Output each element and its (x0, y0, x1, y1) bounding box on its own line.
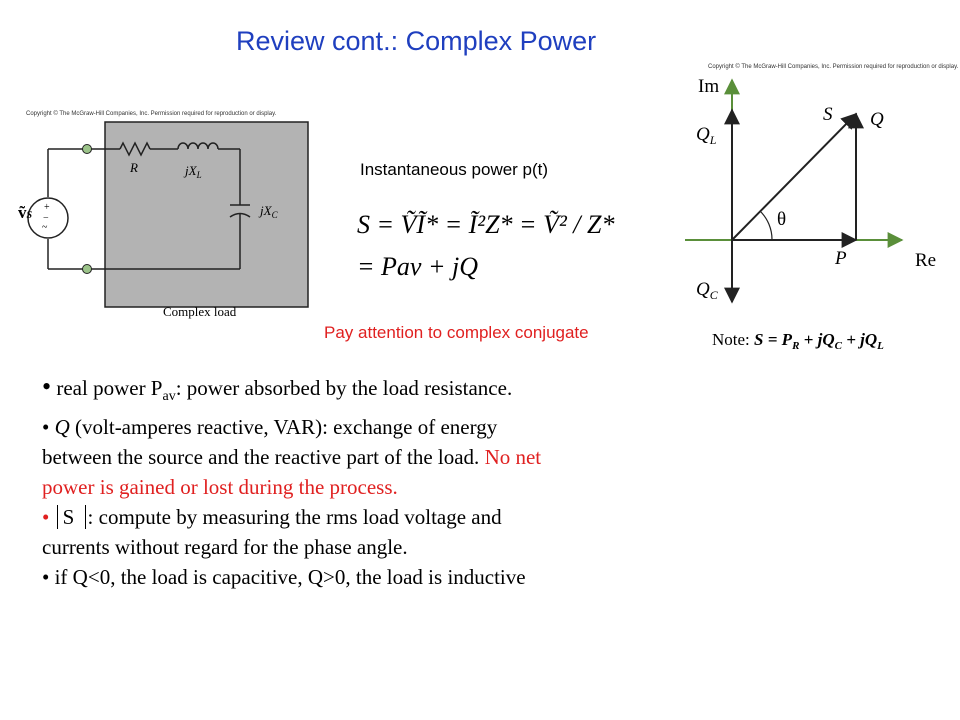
capacitor-label: $jX_C$ (260, 203, 278, 220)
circuit-copyright: Copyright © The McGraw-Hill Companies, Inc. Permission required for reproduction or display. (26, 111, 277, 117)
terminal-top (83, 145, 92, 154)
p-label: P (835, 248, 847, 269)
bullet-sign-of-q: • if Q<0, the load is capacitive, Q>0, the load is inductive (42, 565, 526, 590)
bullet-reactive-power: • Q (volt-amperes reactive, VAR): exchange of energy (42, 415, 498, 440)
bullet-reactive-power-line3: power is gained or lost during the process. (42, 475, 398, 500)
svg-text:+: + (44, 202, 50, 213)
terminal-bottom (83, 265, 92, 274)
complex-power-equation (355, 195, 660, 290)
s-vector (732, 114, 856, 240)
bullet-apparent-power: • S : compute by measuring the rms load voltage and (42, 505, 502, 530)
instantaneous-power-label: Instantaneous power p(t) (360, 160, 549, 179)
phasor-note: Note: $S = P_R + jQ_C + jQ_L$ (712, 330, 884, 352)
s-label: S (823, 104, 833, 125)
q-label: Q (870, 109, 884, 130)
theta-label: θ (777, 209, 787, 230)
bullet-list (42, 372, 692, 592)
bullet-real-power: • real power $P_{av}$: power absorbed by the load resistance. (42, 372, 513, 405)
attention-note: Pay attention to complex conjugate (324, 323, 589, 342)
slide-title: Review cont.: Complex Power (236, 26, 597, 56)
qc-label: $Q_C$ (696, 279, 718, 302)
svg-text:−: − (43, 213, 49, 224)
resistor-label: R (130, 160, 138, 175)
phasor-copyright: Copyright © The McGraw-Hill Companies, Inc. Permission required for reproduction or display. (708, 64, 959, 70)
bullet-apparent-power-line2: currents without regard for the phase angle. (42, 535, 408, 560)
im-label: Im (698, 76, 720, 97)
load-caption: Complex load (163, 304, 237, 319)
circuit-diagram (18, 115, 320, 325)
svg-text:~: ~ (42, 222, 48, 233)
equation-line-1: S = ṼĨ* = Ĩ²Z* = Ṽ² / Z* (357, 210, 615, 239)
theta-arc (760, 211, 772, 240)
bullet-reactive-power-line2: between the source and the reactive part of the load. No net (42, 445, 542, 470)
source-label: ṽS (18, 203, 33, 222)
ql-label: $Q_L$ (696, 124, 717, 147)
phasor-diagram (680, 70, 955, 355)
equation-line-2: = Pav + jQ (357, 252, 479, 281)
inductor-label: $jX_L$ (185, 163, 202, 180)
re-label: Re (915, 250, 937, 271)
